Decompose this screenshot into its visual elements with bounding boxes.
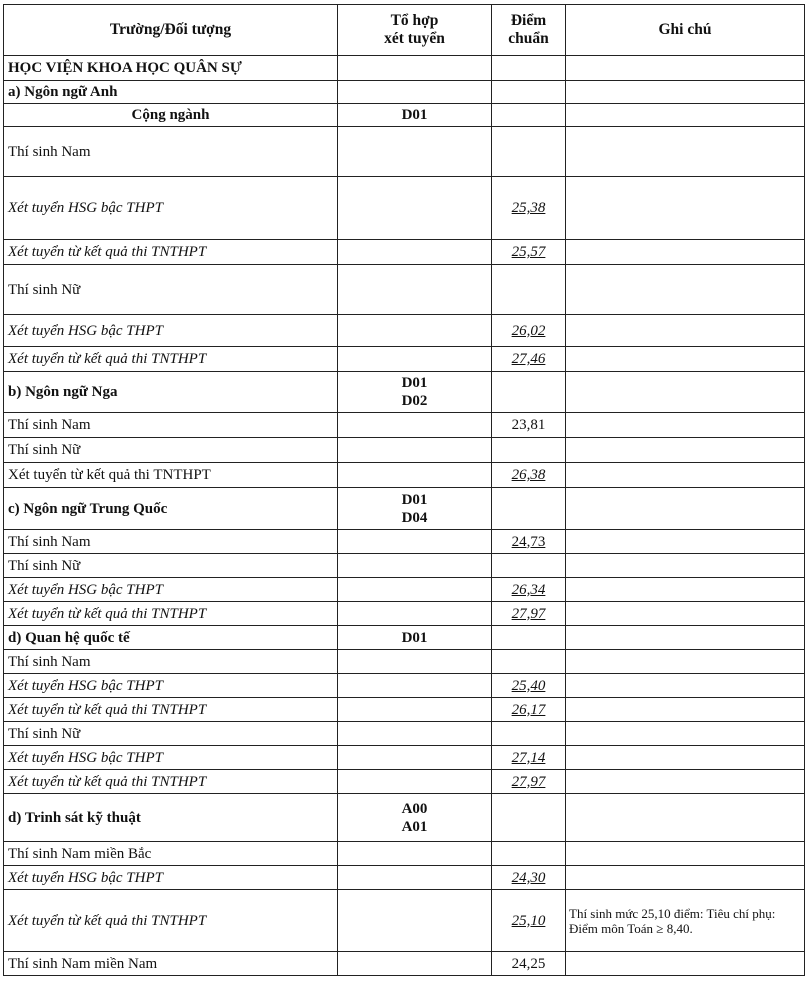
school-name: HỌC VIỆN KHOA HỌC QUÂN SỰ [4,56,338,81]
score-value: 27,46 [492,347,566,372]
section-d-title: d) Quan hệ quốc tế [4,626,338,650]
major-label: Cộng ngành [4,104,338,127]
table-row [4,890,805,952]
section-title-row [4,372,805,413]
table-row [4,578,805,602]
header-row [4,5,805,56]
row-label: Xét tuyển từ kết quả thi TNTHPT [4,602,338,626]
score-value: 24,25 [492,952,566,976]
major-combo: D01 [338,104,492,127]
header-score-line1: Điểm [510,12,547,29]
table-row [4,463,805,488]
section-e-title: d) Trinh sát kỹ thuật [4,794,338,842]
row-label: Xét tuyển từ kết quả thi TNTHPT [4,240,338,265]
row-label: Xét tuyển HSG bậc THPT [4,746,338,770]
table-row [4,866,805,890]
score-value: 26,17 [492,698,566,722]
table-row [4,347,805,372]
score-value: 25,38 [492,177,566,240]
table-row [4,746,805,770]
combo-code: A01 [401,818,428,835]
score-value: 24,73 [492,530,566,554]
section-title-row [4,488,805,530]
row-label: Thí sinh Nam [4,650,338,674]
row-label: Thí sinh Nam [4,413,338,438]
section-title-row [4,794,805,842]
header-combo-col [338,5,492,56]
score-value: 27,14 [492,746,566,770]
score-value: 27,97 [492,602,566,626]
row-label: Xét tuyển từ kết quả thi TNTHPT [4,890,338,952]
row-label: Xét tuyển HSG bậc THPT [4,315,338,347]
table-row [4,438,805,463]
row-label: Thí sinh Nữ [4,722,338,746]
admission-score-table [3,4,805,976]
combo-cell [338,794,492,842]
header-score-line2: chuẩn [508,30,549,47]
header-school-col: Trường/Đối tượng [4,5,338,56]
score-value: 24,30 [492,866,566,890]
combo-code: D04 [401,509,428,526]
table-row [4,265,805,315]
score-value: 26,34 [492,578,566,602]
section-c-title: c) Ngôn ngữ Trung Quốc [4,488,338,530]
row-label: Thí sinh Nam [4,530,338,554]
school-row [4,56,805,81]
table-row [4,952,805,976]
score-value: 25,57 [492,240,566,265]
section-title-row [4,81,805,104]
section-b-title: b) Ngôn ngữ Nga [4,372,338,413]
combo-code: A00 [401,800,428,817]
header-combo-line2: xét tuyển [384,30,445,47]
tiebreak-note: Thí sinh mức 25,10 điểm: Tiêu chí phụ: Điểm môn Toán ≥ 8,40. [566,890,805,952]
row-label: Xét tuyển từ kết quả thi TNTHPT [4,770,338,794]
section-title-row [4,626,805,650]
header-score-col [492,5,566,56]
table-row [4,315,805,347]
row-label: Xét tuyển HSG bậc THPT [4,177,338,240]
table-row [4,240,805,265]
table-row [4,602,805,626]
section-a-title: a) Ngôn ngữ Anh [4,81,338,104]
score-value: 26,38 [492,463,566,488]
combo-code: D01 [401,375,428,391]
row-label: Thí sinh Nam miền Bắc [4,842,338,866]
score-value: 25,40 [492,674,566,698]
table-row [4,842,805,866]
row-label: Xét tuyển HSG bậc THPT [4,578,338,602]
combo-code: D01 [338,626,492,650]
row-label: Xét tuyển HSG bậc THPT [4,674,338,698]
table-row [4,770,805,794]
table-row [4,554,805,578]
combo-code: D02 [401,393,428,409]
row-label: Xét tuyển từ kết quả thi TNTHPT [4,347,338,372]
table-row [4,413,805,438]
row-label: Thí sinh Nữ [4,554,338,578]
row-label: Xét tuyển từ kết quả thi TNTHPT [4,463,338,488]
header-note-col: Ghi chú [566,5,805,56]
combo-code: D01 [401,491,428,508]
table-row [4,177,805,240]
table-row [4,722,805,746]
row-label: Thí sinh Nam [4,127,338,177]
score-value: 26,02 [492,315,566,347]
combo-cell [338,372,492,413]
table-row [4,530,805,554]
row-label: Xét tuyển từ kết quả thi TNTHPT [4,698,338,722]
row-label: Thí sinh Nữ [4,265,338,315]
score-value: 27,97 [492,770,566,794]
table-row [4,674,805,698]
table-row [4,104,805,127]
score-value: 23,81 [492,413,566,438]
table-row [4,698,805,722]
row-label: Thí sinh Nữ [4,438,338,463]
score-value: 25,10 [492,890,566,952]
row-label: Xét tuyển HSG bậc THPT [4,866,338,890]
combo-cell [338,488,492,530]
header-combo-line1: Tổ hợp [390,12,439,29]
table-row [4,127,805,177]
table-row [4,650,805,674]
row-label: Thí sinh Nam miền Nam [4,952,338,976]
